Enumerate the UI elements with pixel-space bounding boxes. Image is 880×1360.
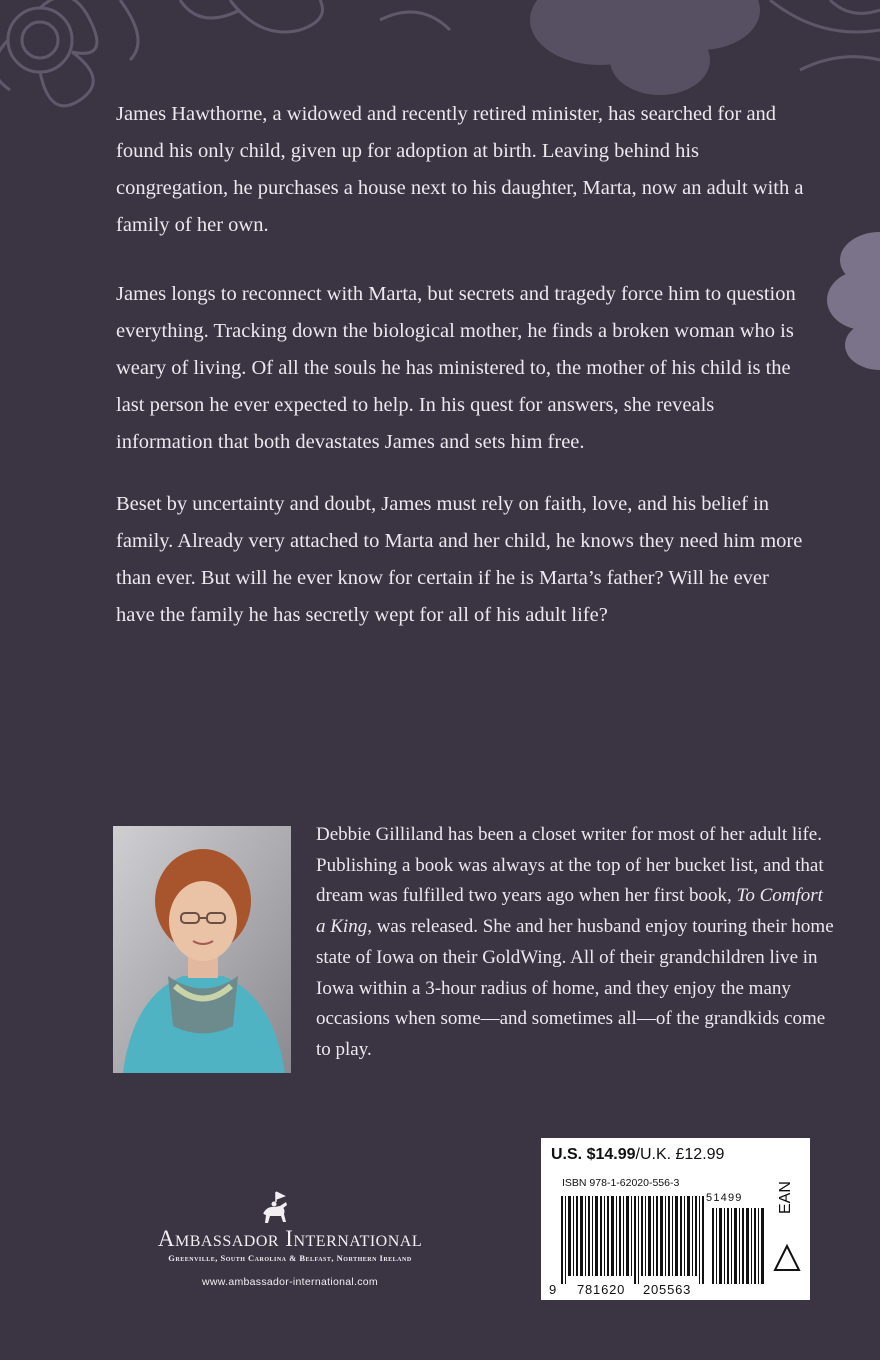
price-uk: /U.K. £12.99 [635, 1146, 725, 1163]
publisher-name: Ambassador International [157, 1226, 423, 1251]
barcode-digit-lead: 9 [549, 1282, 558, 1297]
knight-on-horse-icon [258, 1190, 290, 1228]
addon-digits: 51499 [706, 1192, 743, 1204]
price-us: U.S. $14.99 [551, 1146, 636, 1163]
barcode-digits-right: 205563 [643, 1282, 692, 1297]
blurb-paragraph-3: Beset by uncertainty and doubt, James must rely on faith, love, and his belief in family. Already very attached to Marta and her child, he knows they need him more than ever. But will he ever know for certain if he is Marta’s father? Will he ever have the family he has secretly wept for all of his adult life? [116, 493, 803, 626]
flower-light-icon [827, 232, 880, 370]
author-photo [113, 826, 291, 1073]
isbn-text: ISBN 978-1-62020-556-3 [562, 1177, 680, 1189]
author-bio-text-1: Debbie Gilliland has been a closet writer for most of her adult life. Publishing a book was always at the top of her bucket list, and that dream was fulfilled two years ago when her first book, [316, 824, 824, 907]
publisher-locations: Greenville, South Carolina & Belfast, Northern Ireland [168, 1253, 412, 1263]
publisher-logo [130, 1190, 450, 1288]
author-book-title: To Comfort a King [316, 885, 823, 938]
barcode-digits-left: 781620 [577, 1282, 626, 1297]
barcode-bars [541, 1138, 810, 1300]
blurb-paragraph-1: James Hawthorne, a widowed and recently retired minister, has searched for and found his only child, given up for adoption at birth. Leaving behind his congregation, he purchases a house next to his daughter, Marta, now an adult with a family of her own. [116, 103, 804, 236]
author-bio-text-2: , was released. She and her husband enjoy touring their home state of Iowa on their GoldWing. All of their grandchildren live in Iowa within a 3-hour radius of home, and they enjoy the many occasions when some—and sometimes all—of the grandkids come to play. [316, 916, 834, 1060]
publisher-website[interactable]: www.ambassador-international.com [202, 1276, 378, 1288]
flower-outline-icon [0, 0, 138, 106]
blurb-paragraph-2: James longs to reconnect with Marta, but secrets and tragedy force him to question everything. Tracking down the biological mother, he finds a broken woman who is weary of living. Of all the souls he has ministered to, the mother of his child is the last person he ever expected to help. In his quest for answers, she reveals information that both devastates James and sets him free. [116, 283, 796, 453]
ean-label: EAN [777, 1181, 794, 1214]
barcode-box [541, 1138, 810, 1300]
triangle-icon [775, 1246, 799, 1270]
author-bio [316, 820, 836, 1066]
flower-filled-icon [530, 0, 760, 95]
